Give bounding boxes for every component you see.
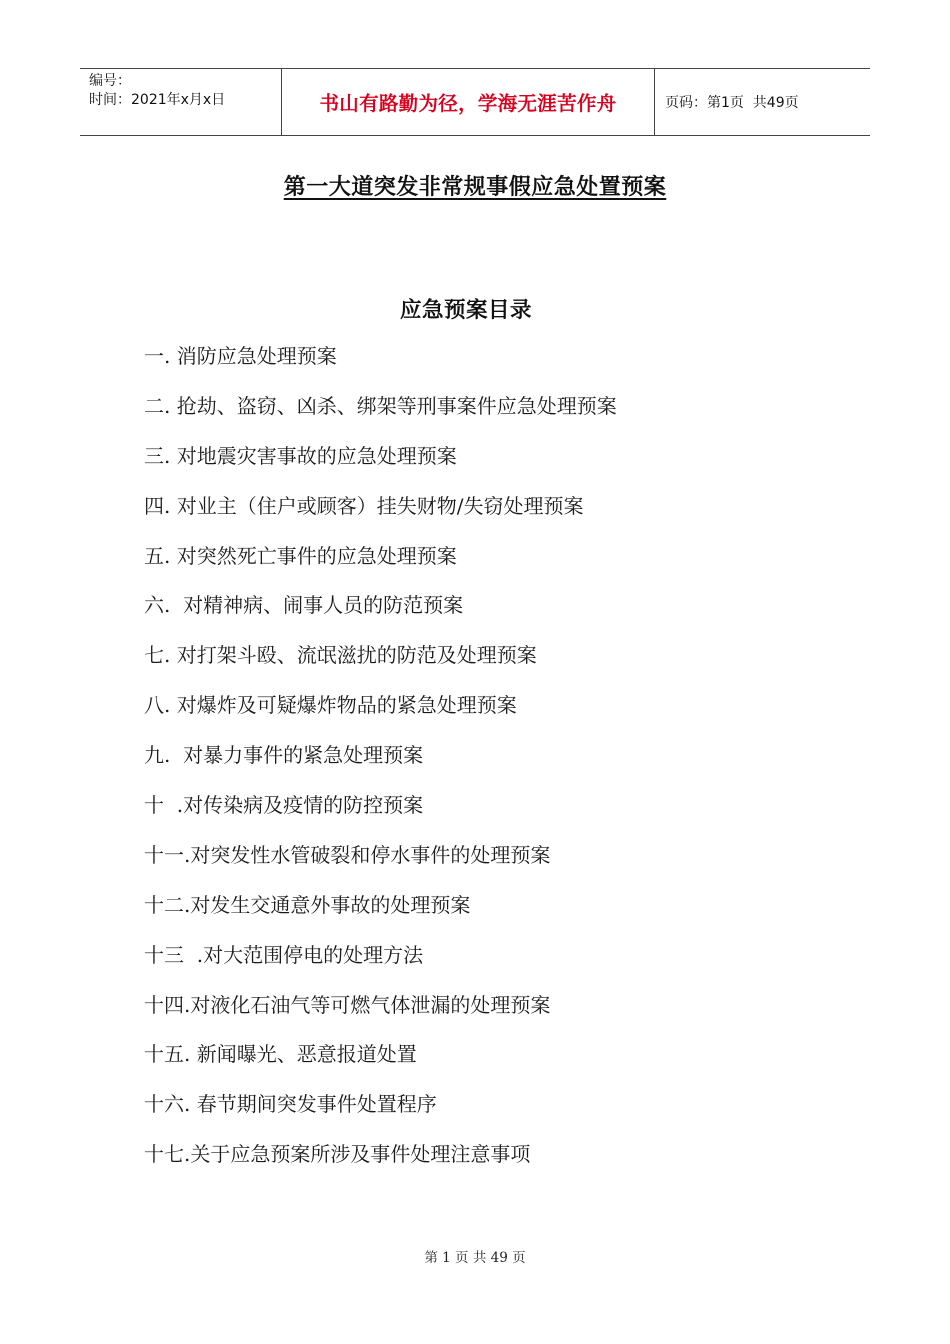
toc-item: 十 .对传染病及疫情的防控预案 xyxy=(144,793,424,818)
toc-item: 十三 .对大范围停电的处理方法 xyxy=(144,942,424,967)
document-number-label: 编号： xyxy=(89,73,131,89)
toc-item: 十二.对发生交通意外事故的处理预案 xyxy=(144,892,471,917)
toc-item: 十七.关于应急预案所涉及事件处理注意事项 xyxy=(144,1142,531,1167)
toc-title: 应急预案目录 xyxy=(399,298,532,323)
toc-item: 五. 对突然死亡事件的应急处理预案 xyxy=(144,543,457,568)
header-page-info: 页码：第1页 共49页 xyxy=(665,95,799,111)
toc-item: 十五. 新闻曝光、恶意报道处置 xyxy=(144,1042,417,1067)
page-footer: 第 1 页 共 49 页 xyxy=(424,1250,526,1266)
toc-item: 六. 对精神病、闹事人员的防范预案 xyxy=(144,593,464,618)
document-title: 第一大道突发非常规事假应急处置预案 xyxy=(283,175,667,200)
toc-item: 十六. 春节期间突发事件处置程序 xyxy=(144,1092,437,1117)
toc-item: 七. 对打架斗殴、流氓滋扰的防范及处理预案 xyxy=(144,643,537,668)
toc-item: 三. 对地震灾害事故的应急处理预案 xyxy=(144,443,457,468)
toc-item: 十一.对突发性水管破裂和停水事件的处理预案 xyxy=(144,842,551,867)
toc-item: 九. 对暴力事件的紧急处理预案 xyxy=(144,743,424,768)
document-time-label: 时间：2021年x月x日 xyxy=(89,92,226,108)
toc-item: 一. 消防应急处理预案 xyxy=(144,344,337,368)
toc-list xyxy=(144,339,617,1187)
toc-item: 八. 对爆炸及可疑爆炸物品的紧急处理预案 xyxy=(144,693,517,718)
toc-item: 十四.对液化石油气等可燃气体泄漏的处理预案 xyxy=(144,992,551,1017)
header-motto-cell xyxy=(282,69,655,135)
page-header xyxy=(80,68,870,136)
toc-item: 四. 对业主（住户或顾客）挂失财物/失窃处理预案 xyxy=(144,493,584,518)
toc-item: 二. 抢劫、盗窃、凶杀、绑架等刑事案件应急处理预案 xyxy=(144,393,617,418)
header-meta xyxy=(80,69,282,135)
header-page-info-cell xyxy=(655,69,870,135)
header-motto: 书山有路勤为径，学海无涯苦作舟 xyxy=(319,92,617,115)
